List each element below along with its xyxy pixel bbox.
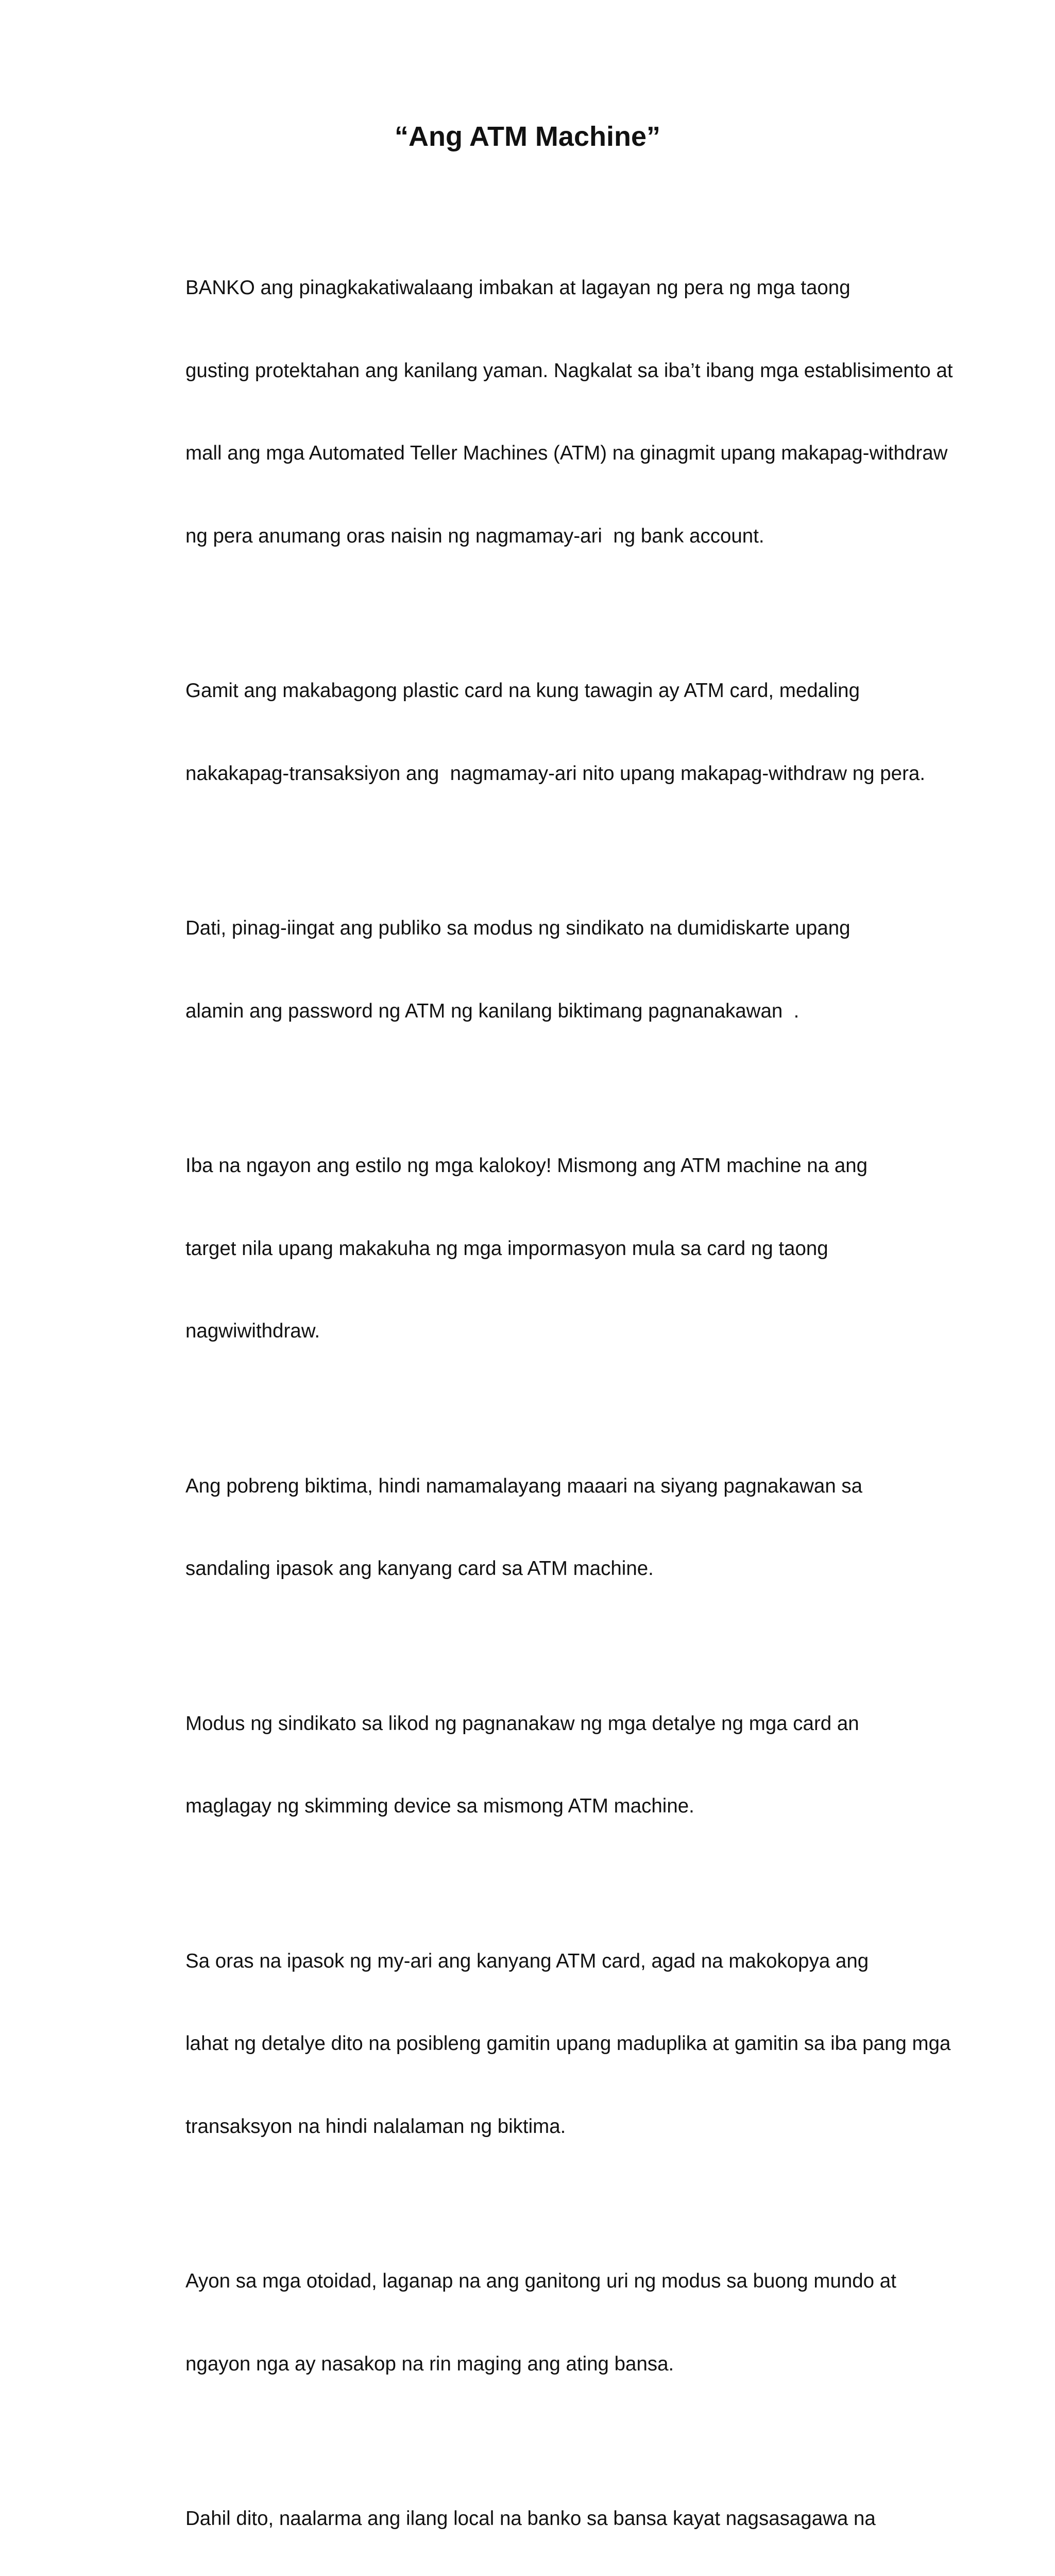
document-body xyxy=(125,219,953,2576)
paragraph-5 xyxy=(125,1417,949,1638)
paragraph-line: gusting protektahan ang kanilang yaman. Nagkalat sa iba’t ibang mga establisimento at xyxy=(185,359,953,382)
paragraph-line: alamin ang password ng ATM ng kanilang biktimang pagnanakawan . xyxy=(185,999,799,1022)
paragraph-7 xyxy=(125,1892,949,2196)
paragraph-6 xyxy=(125,1655,949,1875)
paragraph-9 xyxy=(125,2450,949,2576)
paragraph-line: Dati, pinag-iingat ang publiko sa modus ng sindikato na dumidiskarte upang xyxy=(185,917,850,939)
paragraph-line: Gamit ang makabagong plastic card na kung tawagin ay ATM card, medaling xyxy=(185,680,860,702)
paragraph-line: target nila upang makakuha ng mga impormasyon mula sa card ng taong xyxy=(185,1237,828,1260)
paragraph-line: lahat ng detalye dito na posibleng gamitin upang maduplika at gamitin sa iba pang mga xyxy=(185,2032,951,2055)
document-title: “Ang ATM Machine” xyxy=(395,121,660,152)
paragraph-line: nagwiwithdraw. xyxy=(185,1320,320,1342)
paragraph-line: Sa oras na ipasok ng my-ari ang kanyang ATM card, agad na makokopya ang xyxy=(185,1950,869,1972)
paragraph-4 xyxy=(125,1097,949,1400)
paragraph-line: Ayon sa mga otoidad, laganap na ang ganitong uri ng modus sa buong mundo at xyxy=(185,2270,896,2292)
paragraph-line: Ang pobreng biktima, hindi namamalayang maaari na siyang pagnakawan sa xyxy=(185,1475,863,1497)
paragraph-line: Modus ng sindikato sa likod ng pagnanakaw ng mga detalye ng mga card an xyxy=(185,1712,859,1735)
paragraph-line: ng pera anumang oras naisin ng nagmamay-ari ng bank account. xyxy=(185,524,764,547)
paragraph-2 xyxy=(125,622,949,842)
paragraph-line: BANKO ang pinagkakatiwalaang imbakan at lagayan ng pera ng mga taong xyxy=(185,277,850,299)
paragraph-line: transaksyon na hindi nalalaman ng biktima. xyxy=(185,2115,566,2138)
paragraph-line: Iba na ngayon ang estilo ng mga kalokoy! Mismong ang ATM machine na ang xyxy=(185,1155,868,1177)
paragraph-line: sandaling ipasok ang kanyang card sa ATM machine. xyxy=(185,1557,654,1580)
paragraph-line: ngayon nga ay nasakop na rin maging ang ating bansa. xyxy=(185,2352,674,2375)
paragraph-3 xyxy=(125,859,949,1080)
paragraph-1 xyxy=(125,219,953,605)
paragraph-8 xyxy=(125,2212,949,2433)
paragraph-line: nakakapag-transaksiyon ang nagmamay-ari nito upang makapag-withdraw ng pera. xyxy=(185,762,926,785)
paragraph-line: Dahil dito, naalarma ang ilang local na banko sa bansa kayat nagsasagawa na xyxy=(185,2507,876,2530)
paragraph-line: maglagay ng skimming device sa mismong ATM machine. xyxy=(185,1795,694,1817)
paragraph-line: mall ang mga Automated Teller Machines (ATM) na ginagmit upang makapag-withdraw xyxy=(185,442,948,464)
